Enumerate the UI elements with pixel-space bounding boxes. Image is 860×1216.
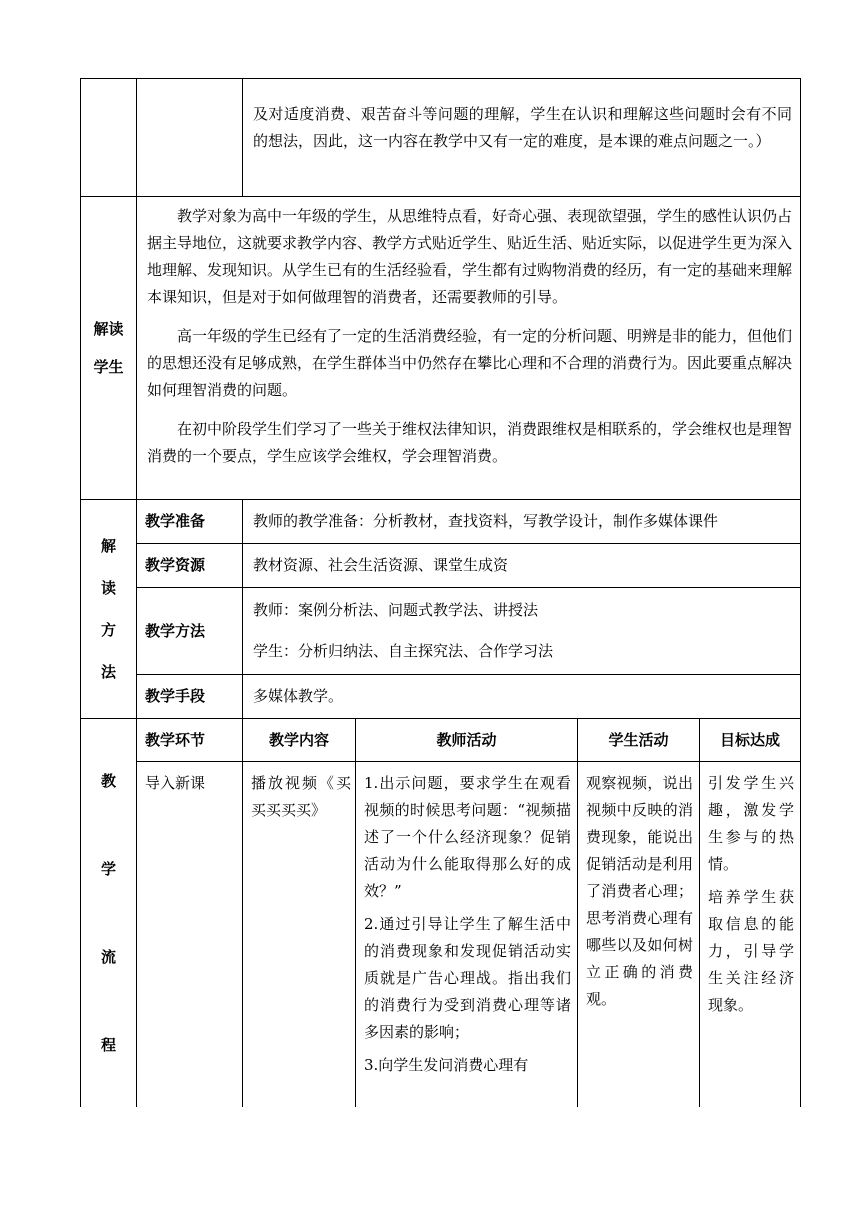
student-label-line2: 学生: [93, 358, 124, 376]
cont-sub-cell: [137, 79, 243, 197]
teacher-step-1: 1.出示问题，要求学生在观看视频的时候思考问题：“视频描述了一个什么经济现象？促销活动为什么能取得那么好的成效？”: [364, 774, 571, 900]
method-student-line: 学生：分析归纳法、自主探究法、合作学习法: [253, 642, 554, 660]
method-row-label: 教学手段: [137, 675, 243, 719]
teacher-step-2: 2.通过引导让学生了解生活中的消费现象和发现促销活动实质就是广告心理战。指出我们的消费行为受到消费心理等诸多因素的影响；: [364, 915, 571, 1041]
flow-stage: 导入新课: [145, 774, 206, 792]
flow-label-char-3: 流: [100, 947, 116, 966]
method-row-value: 多媒体教学。: [243, 675, 801, 719]
method-label: [81, 500, 137, 719]
method-row-value: 教材资源、社会生活资源、课堂生成资: [243, 544, 801, 588]
continuation-table: [80, 78, 801, 197]
method-row-value: [243, 588, 801, 675]
flow-goal-cell: [700, 762, 801, 1107]
student-paragraph-2: 高一年级的学生已经有了一定的生活消费经验，有一定的分析问题、明辨是非的能力，但他们的思想还没有足够成熟，在学生群体当中仍然存在攀比心理和不合理的消费行为。因此要重点解决如何理智消费的问题。: [147, 327, 793, 399]
student-paragraph-3: 在初中阶段学生们学习了一些关于维权法律知识，消费跟维权是相联系的，学会维权也是理智消费的一个要点，学生应该学会维权，学会理智消费。: [147, 420, 793, 465]
student-label-line1: 解读: [93, 320, 124, 338]
method-row-value: 教师的教学准备：分析教材，查找资料，写教学设计，制作多媒体课件: [243, 500, 801, 544]
method-label-char-4: 法: [100, 663, 116, 681]
lesson-plan-page: [80, 78, 800, 1107]
flow-label-char-2: 学: [100, 859, 116, 878]
teacher-step-3: 3.向学生发问消费心理有: [364, 1056, 529, 1074]
student-label: [81, 197, 137, 500]
cont-label-cell: [81, 79, 137, 197]
flow-stage-cell: [137, 762, 243, 1107]
goal-2: 培养学生获取信息的能力，引导学生关注经济现象。: [708, 888, 794, 1014]
flow-student: 观察视频，说出视频中反映的消费现象，能说出促销活动是利用了消费者心理；思考消费心理有哪些以及如何树立正确的消费观。: [586, 774, 693, 1008]
header-goal: 目标达成: [700, 719, 801, 762]
flow-student-cell: [578, 762, 700, 1107]
header-teacher: 教师活动: [356, 719, 578, 762]
method-table: [80, 499, 801, 719]
method-row-label: 教学方法: [137, 588, 243, 675]
goal-1: 引发学生兴趣，激发学生参与的热情。: [708, 774, 794, 873]
flow-content-cell: [243, 762, 356, 1107]
cont-text-cell: [243, 79, 801, 197]
method-label-char-3: 方: [100, 621, 116, 639]
flow-label-char-4: 程: [100, 1035, 116, 1054]
method-label-char-1: 解: [100, 537, 116, 555]
method-row-label: 教学资源: [137, 544, 243, 588]
header-stage: 教学环节: [137, 719, 243, 762]
header-student: 学生活动: [578, 719, 700, 762]
student-text-cell: [137, 197, 801, 500]
flow-table: [80, 718, 801, 1107]
flow-label-char-1: 教: [100, 771, 116, 790]
flow-label: [81, 719, 137, 1107]
method-row-label: 教学准备: [137, 500, 243, 544]
method-label-char-2: 读: [100, 579, 116, 597]
student-paragraph-1: 教学对象为高中一年级的学生，从思维特点看，好奇心强、表现欲望强，学生的感性认识仍占据主导地位，这就要求教学内容、教学方式贴近学生、贴近生活、贴近实际，以促进学生更为深入地理解、发现知识。从学生已有的生活经验看，学生都有过购物消费的经历，有一定的基础来理解本课知识，但是对于如何做理智的消费者，还需要教师的引导。: [147, 207, 793, 306]
method-teacher-line: 教师：案例分析法、问题式教学法、讲授法: [253, 601, 539, 619]
header-content: 教学内容: [243, 719, 356, 762]
student-analysis-table: [80, 196, 801, 500]
flow-content: 播放视频《买买买买买》: [251, 774, 351, 819]
flow-teacher-cell: [356, 762, 578, 1107]
cont-text: 及对适度消费、艰苦奋斗等问题的理解，学生在认识和理解这些问题时会有不同的想法，因此，这一内容在教学中又有一定的难度，是本课的难点问题之一。）: [253, 105, 792, 150]
